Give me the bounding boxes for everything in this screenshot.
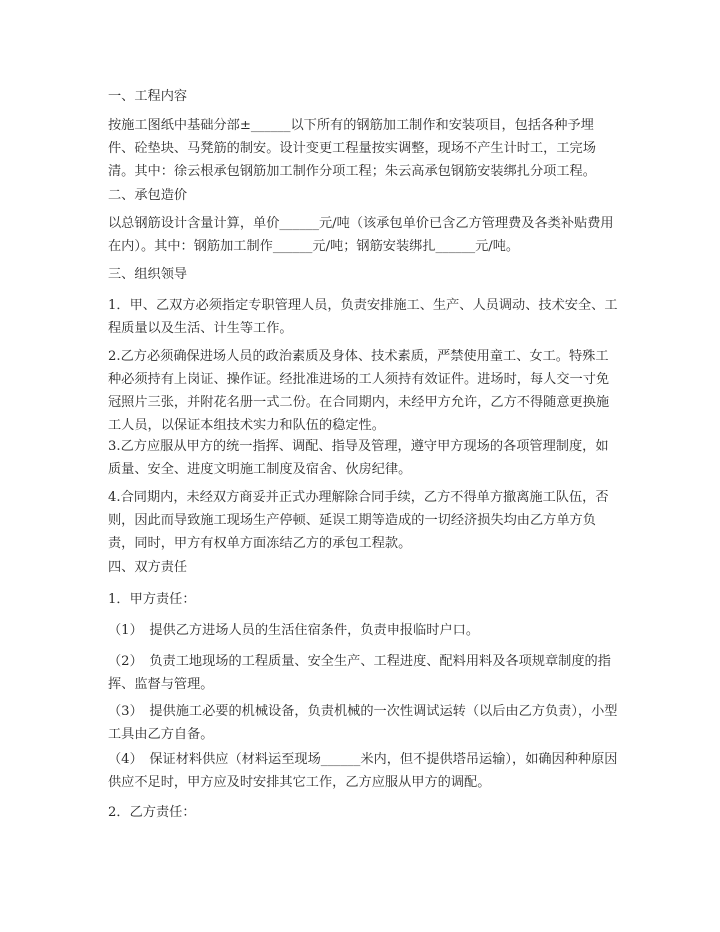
- subheading-party-a: 1．甲方责任：: [108, 592, 196, 607]
- section-heading-2: 二、承包造价: [108, 188, 188, 203]
- paragraph-org-1: 1．甲、乙双方必须指定专职管理人员，负责安排施工、生产、人员调动、技术安全、工程质量以及生活、计生等工作。: [108, 298, 618, 336]
- list-item-a2: （2） 负责工地现场的工程质量、安全生产、工程进度、配料用料及各项规章制度的指挥、监督与管理。: [108, 654, 611, 692]
- section-heading-4: 四、双方责任: [108, 560, 188, 575]
- paragraph-org-3: 3.乙方应服从甲方的统一指挥、调配、指导及管理，遵守甲方现场的各项管理制度，如质量、安全、进度文明施工制度及宿舍、伙房纪律。: [108, 439, 609, 477]
- paragraph-contract-price: 以总钢筋设计含量计算，单价______元/吨（该承包单价已含乙方管理费及各类补贴费用在内）。其中：钢筋加工制作______元/吨；钢筋安装绑扎______元/吨。: [108, 216, 614, 254]
- list-item-a3: （3） 提供施工必要的机械设备，负责机械的一次性调试运转（以后由乙方负责），小型工具由乙方自备。: [108, 704, 618, 742]
- section-heading-3: 三、组织领导: [108, 267, 188, 282]
- subheading-party-b: 2．乙方责任：: [108, 805, 196, 820]
- paragraph-work-content: 按施工图纸中基础分部±______以下所有的钢筋加工制作和安装项目，包括各种予埋件、砼垫块、马凳筋的制安。设计变更工程量按实调整，现场不产生计时工，工完场清。其中：徐云根承包钢筋加工制作分项工程；朱云高承包钢筋安装绑扎分项工程。: [108, 118, 596, 179]
- list-item-a1: （1） 提供乙方进场人员的生活住宿条件，负责申报临时户口。: [108, 623, 480, 638]
- section-heading-1: 一、工程内容: [108, 89, 188, 104]
- list-item-a4: （4） 保证材料供应（材料运至现场______米内，但不提供塔吊运输），如确因种种原因供应不足时，甲方应及时安排其它工作，乙方应服从甲方的调配。: [108, 752, 618, 790]
- paragraph-org-4: 4.合同期内，未经双方商妥并正式办理解除合同手续，乙方不得单方撤离施工队伍，否则，因此而导致施工现场生产停顿、延误工期等造成的一切经济损失均由乙方单方负责，同时，甲方有权单方面冻结乙方的承包工程款。: [108, 490, 609, 551]
- paragraph-org-2: 2.乙方必须确保进场人员的政治素质及身体、技术素质，严禁使用童工、女工。特殊工种必须持有上岗证、操作证。经批准进场的工人须持有效证件。进场时，每人交一寸免冠照片三张，并附花名册一式二份。在合同期内，未经甲方允许，乙方不得随意更换施工人员，以保证本组技术实力和队伍的稳定性。: [108, 349, 610, 433]
